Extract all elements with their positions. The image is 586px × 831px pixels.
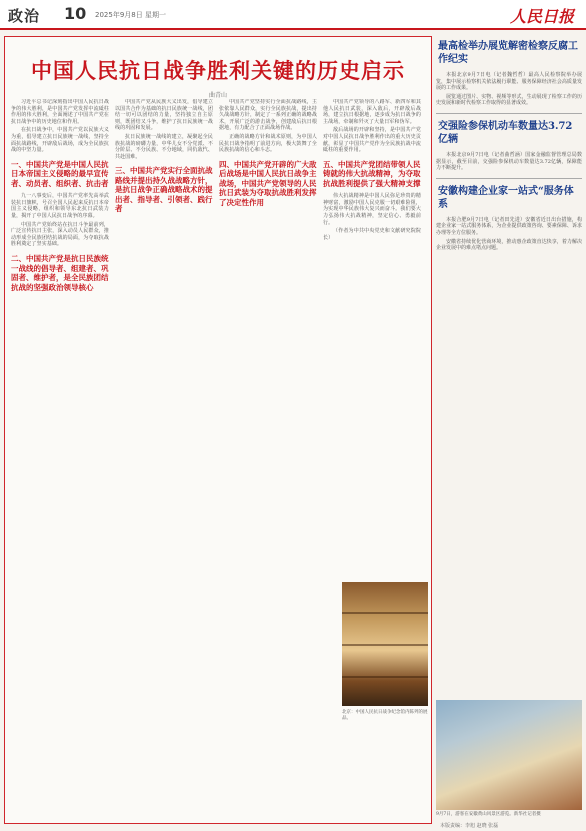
sidebar-paragraph: 展览通过图片、实物、视频等形式，生动展现了检察工作的历史发展和新时代检察工作取得的显著成效。 <box>436 93 582 107</box>
photo-caption: 北京：中国人民抗日战争纪念馆内陈列的展品。 <box>342 710 428 721</box>
section-heading-2: 二、中国共产党是抗日民族统一战线的倡导者、组建者、巩固者、维护者，是全民族团结抗战的坚强政治领导核心 <box>11 254 109 292</box>
article-column-1 <box>11 99 109 817</box>
author-byline: 曲青山 <box>208 92 227 99</box>
section-heading-3: 三、中国共产党实行全面抗战路线并提出持久战战略方针，是抗日战争正确战略战术的提出者、指导者、引领者、践行者 <box>115 166 213 214</box>
paragraph: 中国共产党领导的八路军、新四军和其他人民抗日武装，深入敌后，开辟敌后战场，建立抗日根据地，逐步成为抗日战争的主战场，牵制和歼灭了大量日军和伪军。 <box>323 99 421 125</box>
paragraph: 中国共产党始终站在抗日斗争最前列，广泛宣传抗日主张，深入动员人民群众，推动形成全民族团结抗战的局面，为夺取抗战胜利奠定了坚实基础。 <box>11 221 109 248</box>
paper-logo: 人民日报 <box>509 7 574 26</box>
sidebar-headline-3: 安徽构建企业家一站式“服务体系 <box>438 185 574 210</box>
paragraph: 中国共产党从民族大义出发，倡导建立以国共合作为基础的抗日民族统一战线，团结一切可以团结的力量，坚持独立自主原则，既团结又斗争，维护了抗日民族统一战线的巩固和发展。 <box>115 99 213 132</box>
paragraph: 正确的战略方针和战术原则，为中国人民抗日战争指明了前进方向，极大鼓舞了全民族抗战的信心和斗志。 <box>219 133 317 154</box>
feature-headline: 中国人民抗日战争胜利关键的历史启示 <box>31 58 405 83</box>
sidebar-paragraph: 本报合肥9月7日电（记者田先进）安徽省近日出台措施，构建企业家一站式服务体系，为企业提供政策咨询、要素保障、诉求办理等全方位服务。 <box>436 216 582 236</box>
news-sidebar <box>436 36 582 254</box>
divider <box>436 113 582 114</box>
paragraph: 在抗日战争中，中国共产党以民族大义为重，倡导建立抗日民族统一战线，坚持全面抗战路线，开辟敌后战场，成为全民族抗战的中坚力量。 <box>11 127 109 154</box>
issue-date: 2025年9月8日 星期一 <box>95 11 166 19</box>
section-heading-4: 四、中国共产党开辟的广大敌后战场是中国人民抗日战争主战场，中国共产党领导的人民抗日武装为夺取抗战胜利发挥了决定性作用 <box>219 159 317 207</box>
sidebar-paragraph: 本报北京9月7日电（记者魏哲哲）最高人民检察院举办展览，集中展示检察机关依法履行职能、服务保障经济社会高质量发展的工作成果。 <box>436 72 582 92</box>
paragraph: 习近平总书记深刻指出中国人民抗日战争的伟大胜利，是中国共产党发挥中流砥柱作用的伟大胜利，全面阐述了中国共产党在抗日战争中的历史地位和作用。 <box>11 99 109 125</box>
paragraph: 九一八事变后，中国共产党率先高举武装抗日旗帜，号召全国人民起来反抗日本帝国主义侵略，组织和领导东北抗日武装力量，揭开了中国人民抗日战争的序幕。 <box>11 193 109 220</box>
museum-photo <box>342 582 428 706</box>
section-name: 政治 <box>8 7 41 25</box>
scenery-photo <box>436 700 582 810</box>
paragraph: 伟大抗战精神是中国人民弥足珍贵的精神财富，激励中国人民克服一切艰难险阻，为实现中华民族伟大复兴而奋斗。我们要大力弘扬伟大抗战精神，坚定信心、勇毅前行。 <box>323 193 421 226</box>
editor-credits: 本版责编：李旭 赵晓 张磊 <box>440 823 499 829</box>
paragraph: 敌后战场的开辟和坚持，是中国共产党对中国人民抗日战争胜利作出的重大历史贡献，彰显了中国共产党作为全民族抗战中流砥柱的重要作用。 <box>323 127 421 154</box>
paragraph: 抗日民族统一战线的建立，凝聚起全民族抗战的磅礴力量，中华儿女不分党派、不分阶层、不分民族、不分地域，同仇敌忾、共赴国难。 <box>115 133 213 160</box>
sidebar-photo-caption: 9月7日，游客在安徽黄山风景区游览。新华社记者摄 <box>436 812 541 817</box>
sidebar-paragraph: 安徽省持续优化营商环境，推动惠企政策直达快享，着力解决企业发展中的难点堵点问题。 <box>436 238 582 252</box>
section-heading-5: 五、中国共产党团结带领人民铸就的伟大抗战精神，为夺取抗战胜利提供了强大精神支撑 <box>323 159 421 188</box>
article-column-2 <box>115 99 213 817</box>
article-column-4 <box>323 99 421 611</box>
sidebar-paragraph: 本报北京9月7日电（记者曲哲涵）国家金融监督管理总局数据显示，截至目前，交强险参保机动车数量达3.72亿辆，保障能力不断提升。 <box>436 151 582 172</box>
newspaper-masthead <box>0 0 586 30</box>
article-column-3 <box>219 99 317 817</box>
section-heading-1: 一、中国共产党是中国人民抗日本帝国主义侵略的最早宣传者、动员者、组织者、抗击者 <box>11 159 109 188</box>
paragraph: 中国共产党坚持实行全面抗战路线，主张依靠人民群众，实行全民族抗战，提出持久战战略方针，制定了一系列正确的战略战术，开展广泛的游击战争，创建敌后抗日根据地，有力配合了正面战场作战。 <box>219 99 317 132</box>
sidebar-headline-1: 最高检举办展览解密检察反腐工作纪实 <box>438 41 578 65</box>
divider <box>436 178 582 179</box>
sidebar-headline-2: 交强险参保机动车数量达3.72亿辆 <box>438 120 573 145</box>
page-number: 10 <box>64 4 87 23</box>
author-note: （作者为中共中央党史和文献研究院院长） <box>323 228 421 241</box>
